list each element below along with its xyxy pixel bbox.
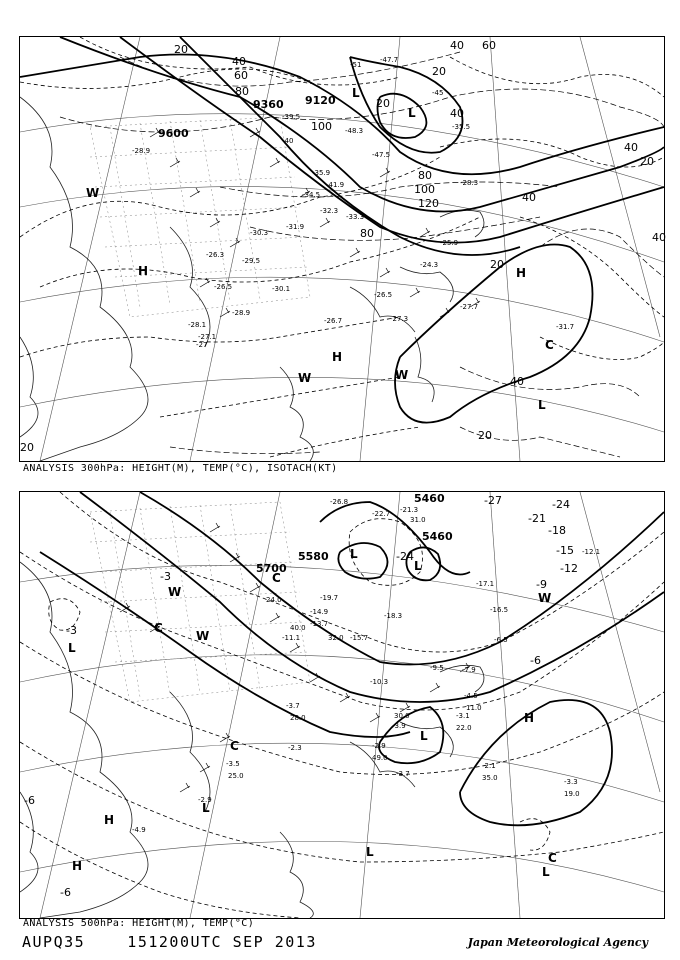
temp-label: -33.3 bbox=[346, 213, 365, 221]
temp-label: -26.5 bbox=[374, 291, 393, 299]
isotach-label: 20 bbox=[490, 258, 504, 271]
temp-label: -30.1 bbox=[272, 285, 291, 293]
temp-label: -31.7 bbox=[556, 323, 575, 331]
obs-label: 11.0 bbox=[466, 704, 482, 712]
warm-mark: W bbox=[86, 186, 100, 200]
isotherm-label: -3 bbox=[66, 624, 77, 637]
temp-label: -27 bbox=[196, 341, 208, 349]
obs-label: 49.0 bbox=[372, 754, 388, 762]
isotherm-label: -15 bbox=[556, 544, 574, 557]
isotach-label: 40 bbox=[510, 375, 524, 388]
height-label: 5460 bbox=[422, 530, 453, 543]
high-pressure-mark: H bbox=[104, 813, 115, 827]
isotach-label: 100 bbox=[414, 183, 435, 196]
low-pressure-mark: L bbox=[408, 106, 416, 120]
obs-label: 30.0 bbox=[394, 712, 410, 720]
height-label: 5460 bbox=[414, 492, 445, 505]
obs-label: -22.7 bbox=[372, 510, 391, 518]
chart-300hpa bbox=[19, 36, 665, 462]
obs-label: 32.0 bbox=[328, 634, 344, 642]
isotherm-label: -6 bbox=[530, 654, 541, 667]
isotach-label: 100 bbox=[311, 120, 332, 133]
obs-label: -21.3 bbox=[400, 506, 419, 514]
chart-500hpa bbox=[19, 491, 665, 919]
cold-mark: C bbox=[154, 621, 163, 635]
temp-label: -47.5 bbox=[372, 151, 391, 159]
temp-label: -25.9 bbox=[440, 239, 459, 247]
isotach-label: 80 bbox=[235, 85, 249, 98]
obs-label: -12.1 bbox=[582, 548, 601, 556]
height-label: 9120 bbox=[305, 94, 336, 107]
isotherm-label: -24 bbox=[552, 498, 570, 511]
obs-label: -2.9 bbox=[372, 742, 386, 750]
system-labels bbox=[86, 86, 554, 412]
obs-label: -16.5 bbox=[490, 606, 509, 614]
chart-500hpa-map bbox=[20, 492, 664, 918]
temp-label: -34.5 bbox=[302, 191, 321, 199]
isotherm-label: -9 bbox=[536, 578, 547, 591]
temp-label: -28.1 bbox=[188, 321, 207, 329]
agency-name: Japan Meteorological Agency bbox=[467, 936, 648, 949]
height-label: 9600 bbox=[158, 127, 189, 140]
coastline bbox=[20, 97, 484, 461]
obs-label: -3.7 bbox=[286, 702, 300, 710]
low-pressure-mark: L bbox=[366, 845, 374, 859]
obs-label: -3.3 bbox=[564, 778, 578, 786]
obs-label: 28.0 bbox=[290, 714, 306, 722]
isotherm-label: -6 bbox=[60, 886, 71, 899]
cold-mark: C bbox=[548, 851, 557, 865]
obs-label: -19.7 bbox=[320, 594, 339, 602]
isotach-label: 40 bbox=[232, 55, 246, 68]
isotherm-label: -24 bbox=[396, 550, 414, 563]
height-label: 9360 bbox=[253, 98, 284, 111]
isotach-label: 40 bbox=[450, 39, 464, 52]
isotach-label: 40 bbox=[624, 141, 638, 154]
isotherm-label: -18 bbox=[548, 524, 566, 537]
obs-label: -2.9 bbox=[198, 796, 212, 804]
obs-label: 22.0 bbox=[456, 724, 472, 732]
height-labels bbox=[256, 492, 453, 575]
high-pressure-mark: H bbox=[516, 266, 527, 280]
obs-label: -2.1 bbox=[482, 762, 496, 770]
obs-label: -3.1 bbox=[456, 712, 470, 720]
height-label: 5700 bbox=[256, 562, 287, 575]
isotach-label: 20 bbox=[174, 43, 188, 56]
low-pressure-mark: L bbox=[420, 729, 428, 743]
isotach-label: 20 bbox=[376, 97, 390, 110]
obs-label: -26.8 bbox=[330, 498, 349, 506]
bulletin-code: AUPQ35 151200UTC SEP 2013 bbox=[22, 933, 317, 951]
warm-mark: W bbox=[538, 591, 552, 605]
coastline bbox=[20, 562, 484, 918]
temp-label: -29.5 bbox=[242, 257, 261, 265]
obs-label: -10.3 bbox=[370, 678, 389, 686]
low-pressure-mark: L bbox=[68, 641, 76, 655]
isotherm-label: -12 bbox=[560, 562, 578, 575]
temp-label: -24.3 bbox=[420, 261, 439, 269]
obs-label: 35.0 bbox=[482, 774, 498, 782]
temp-label: -31.9 bbox=[286, 223, 305, 231]
chart-300hpa-map bbox=[20, 37, 664, 461]
obs-label: -4.5 bbox=[464, 692, 478, 700]
high-pressure-mark: H bbox=[138, 264, 149, 278]
low-pressure-mark: L bbox=[414, 559, 422, 573]
obs-label: 31.0 bbox=[410, 516, 426, 524]
obs-label: -2.3 bbox=[288, 744, 302, 752]
temp-label: -40 bbox=[282, 137, 294, 145]
temp-label: -48.3 bbox=[345, 127, 364, 135]
temp-label: -28.9 bbox=[232, 309, 251, 317]
obs-label: -7.9 bbox=[462, 666, 476, 674]
temp-label: -26.5 bbox=[214, 283, 233, 291]
temp-label: -30.3 bbox=[250, 229, 269, 237]
temp-label: -27.1 bbox=[198, 333, 217, 341]
warm-mark: W bbox=[196, 629, 210, 643]
height-label: 5580 bbox=[298, 550, 329, 563]
cold-mark: C bbox=[230, 739, 239, 753]
temp-label: -28.3 bbox=[460, 179, 479, 187]
temp-label: -35.9 bbox=[312, 169, 331, 177]
low-pressure-mark: L bbox=[202, 801, 210, 815]
isotach-label: 40 bbox=[652, 231, 666, 244]
temp-label: -27.3 bbox=[390, 315, 409, 323]
chart-500hpa-caption: ANALYSIS 500hPa: HEIGHT(M), TEMP(°C) bbox=[23, 918, 255, 929]
isotach-label: 60 bbox=[234, 69, 248, 82]
temp-label: -39.5 bbox=[282, 113, 301, 121]
obs-label: 24.0 bbox=[266, 596, 282, 604]
temp-label: -45 bbox=[432, 89, 444, 97]
wind-barbs bbox=[150, 128, 480, 317]
obs-label: -11.1 bbox=[282, 634, 301, 642]
low-pressure-mark: L bbox=[352, 86, 360, 100]
height-contours bbox=[20, 37, 664, 423]
low-pressure-mark: L bbox=[538, 398, 546, 412]
isotach-label: 20 bbox=[640, 155, 654, 168]
isotherm-label: -21 bbox=[528, 512, 546, 525]
low-pressure-mark: L bbox=[542, 865, 550, 879]
isotachs bbox=[60, 52, 664, 457]
obs-label: -17.1 bbox=[476, 580, 495, 588]
cold-mark: C bbox=[545, 338, 554, 352]
high-pressure-mark: H bbox=[332, 350, 343, 364]
temp-label: -27.7 bbox=[460, 303, 479, 311]
isotach-label: 20 bbox=[478, 429, 492, 442]
temp-label: -32.3 bbox=[320, 207, 339, 215]
isotach-label: 20 bbox=[432, 65, 446, 78]
temp-label: -51 bbox=[350, 61, 362, 69]
high-pressure-mark: H bbox=[72, 859, 83, 873]
isotach-label: 80 bbox=[360, 227, 374, 240]
temp-label: -26.3 bbox=[206, 251, 225, 259]
obs-label: -4.9 bbox=[132, 826, 146, 834]
obs-label: -9.5 bbox=[430, 664, 444, 672]
chart-300hpa-caption: ANALYSIS 300hPa: HEIGHT(M), TEMP(°C), ISOTACH(KT) bbox=[23, 463, 338, 474]
obs-label: -3.9 bbox=[392, 722, 406, 730]
isotach-label: 40 bbox=[450, 107, 464, 120]
temp-label: -26.7 bbox=[324, 317, 343, 325]
temp-label: -35.5 bbox=[452, 123, 471, 131]
warm-mark: W bbox=[168, 585, 182, 599]
low-pressure-mark: L bbox=[350, 547, 358, 561]
isotach-label: 40 bbox=[522, 191, 536, 204]
cold-mark: C bbox=[272, 571, 281, 585]
isotach-label: 80 bbox=[418, 169, 432, 182]
obs-label: -3.5 bbox=[226, 760, 240, 768]
isotach-label: 60 bbox=[482, 39, 496, 52]
obs-label: -18.3 bbox=[384, 612, 403, 620]
obs-label: -13.7 bbox=[310, 620, 329, 628]
temp-label: -41.9 bbox=[326, 181, 345, 189]
isotherm-label: -6 bbox=[24, 794, 35, 807]
obs-label: 19.0 bbox=[564, 790, 580, 798]
temp-label: -28.9 bbox=[132, 147, 151, 155]
obs-label: 40.0 bbox=[290, 624, 306, 632]
warm-mark: W bbox=[395, 368, 409, 382]
warm-mark: W bbox=[298, 371, 312, 385]
isotherm-label: -3 bbox=[160, 570, 171, 583]
isotherm-label: -27 bbox=[484, 494, 502, 507]
obs-label: 25.0 bbox=[228, 772, 244, 780]
isotach-label: 20 bbox=[20, 441, 34, 454]
obs-label: -14.9 bbox=[310, 608, 329, 616]
isotach-label: 120 bbox=[418, 197, 439, 210]
temp-label: -47.7 bbox=[380, 56, 399, 64]
high-pressure-mark: H bbox=[524, 711, 535, 725]
obs-label: -6.5 bbox=[494, 636, 508, 644]
obs-label: -15.7 bbox=[350, 634, 369, 642]
obs-label: -3.7 bbox=[396, 770, 410, 778]
